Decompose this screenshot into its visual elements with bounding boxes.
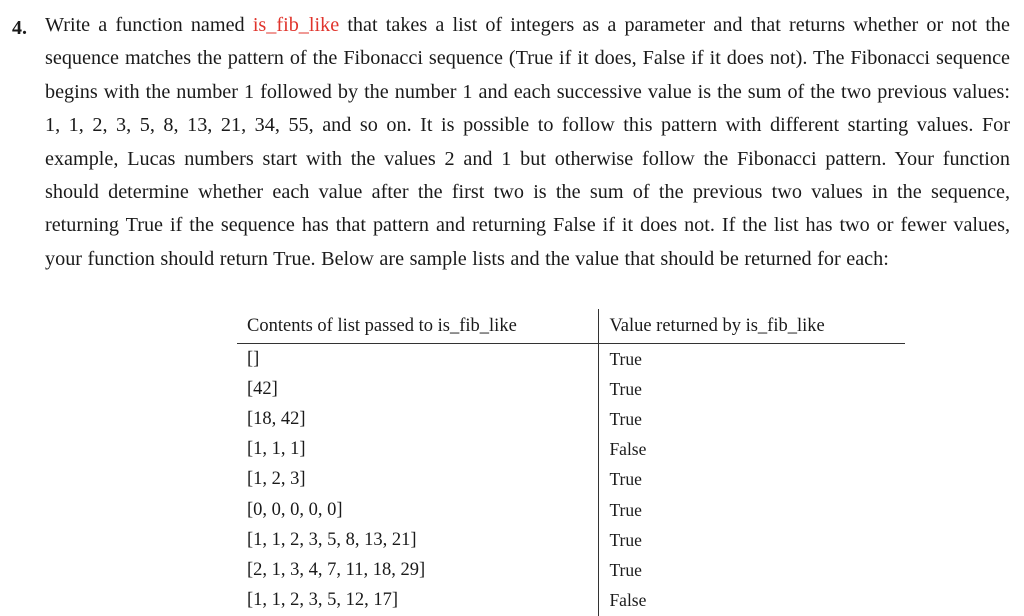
sample-table — [237, 309, 905, 616]
cell-result: False — [609, 439, 647, 460]
cell-input: [] — [237, 344, 599, 375]
table-row — [237, 465, 905, 495]
cell-input: [1, 1, 2, 3, 5, 8, 13, 21] — [237, 525, 599, 555]
table-row — [237, 495, 905, 525]
problem-text-body: that takes a list of integers as a parameter and that returns whether or not the sequence matches the pattern of the Fibonacci sequence (True if it does, False if it does not). The Fibonacci sequence begins with the number 1 followed by the number 1 and each successive value is the sum of the two previous values: 1, 1, 2, 3, 5, 8, 13, 21, 34, 55, and so on. It is possible to follow this pattern with different starting values. For example, Lucas numbers start with the values 2 and 1 but otherwise follow the Fibonacci pattern. Your function should determine whether each value after the first two is the sum of the previous two values in the sequence, returning True if the sequence has that pattern and returning False if it does not. If the list has two or fewer values, your function should return True. Below are sample lists and the value that should be returned for each: — [45, 14, 1010, 270]
problem-number: 4. — [12, 17, 27, 39]
cell-result: True — [609, 378, 642, 399]
cell-input: [1, 1, 2, 3, 5, 12, 17] — [237, 586, 599, 616]
column-header-input: Contents of list passed to is_fib_like — [237, 309, 599, 344]
cell-result: True — [609, 469, 642, 490]
column-header-result: Value returned by is_fib_like — [599, 309, 905, 344]
cell-result: True — [609, 348, 642, 369]
cell-result: True — [609, 499, 642, 520]
table-header-row — [237, 309, 905, 344]
table-row — [237, 525, 905, 555]
cell-result: True — [609, 408, 642, 429]
table-row — [237, 404, 905, 434]
table-row — [237, 586, 905, 616]
cell-input: [18, 42] — [237, 404, 599, 434]
cell-input: [2, 1, 3, 4, 7, 11, 18, 29] — [237, 555, 599, 585]
problem-text — [45, 9, 1010, 276]
cell-input: [0, 0, 0, 0, 0] — [237, 495, 599, 525]
problem-text-intro: Write a function named — [45, 14, 253, 36]
table-row — [237, 374, 905, 404]
table-row — [237, 435, 905, 465]
cell-input: [42] — [237, 374, 599, 404]
cell-result: True — [609, 559, 642, 580]
cell-input: [1, 1, 1] — [237, 435, 599, 465]
function-name: is_fib_like — [252, 14, 340, 36]
cell-result: True — [609, 529, 642, 550]
cell-result: False — [609, 590, 647, 611]
table-row — [237, 344, 905, 375]
table-row — [237, 555, 905, 585]
cell-input: [1, 2, 3] — [237, 465, 599, 495]
